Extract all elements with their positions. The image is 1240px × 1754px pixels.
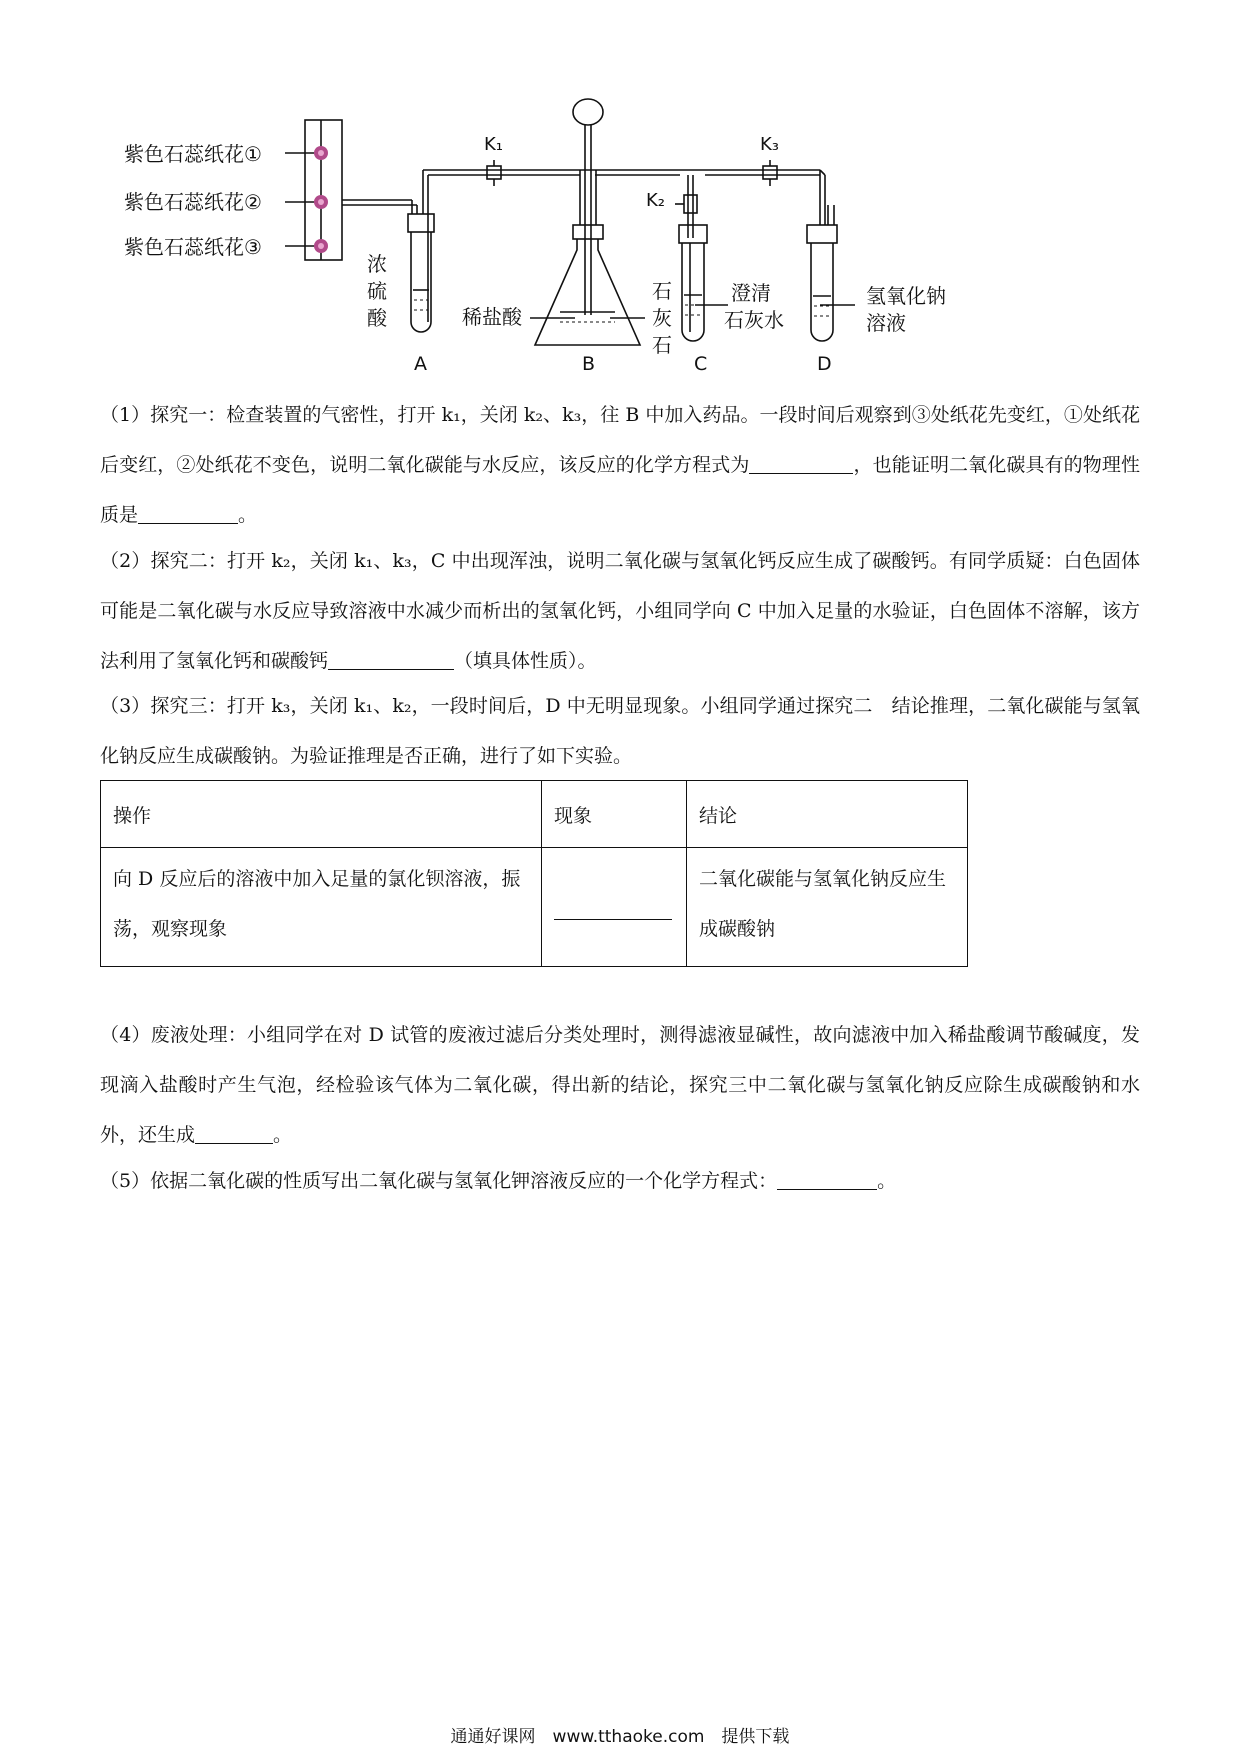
table-row [101,848,968,967]
header-conclusion: 结论 [687,781,968,848]
cell-conclusion: 二氧化碳能与氢氧化钠反应生成碳酸钠 [687,848,968,967]
b-solid-2: 灰 [652,306,672,330]
d-reagent-1: 氢氧化钠 [866,284,946,308]
label-c: C [694,353,708,375]
a-reagent-2: 硫 [367,279,387,303]
flower-label-2: 紫色石蕊纸花② [124,190,262,214]
q5-text-b: 。 [877,1170,897,1192]
b-solid-1: 石 [652,279,672,303]
question-4 [100,1010,1140,1160]
cell-phenomenon [542,848,687,967]
footer-credit: 通通好课网 www.tthaoke.com 提供下载 [450,1727,790,1747]
experiment-table [100,780,968,967]
valve-k3-label: K₃ [760,134,780,155]
apparatus-diagram [0,0,1240,390]
b-solid-3: 石 [652,333,672,357]
flower-3-icon [314,239,328,253]
c-reagent-2: 石灰水 [724,308,784,332]
q2-text-a: （2）探究二：打开 k₂，关闭 k₁、k₃，C 中出现浑浊，说明二氧化碳与氢氧化钙反应生成了碳酸钙。有同学质疑：白色固体可能是二氧化碳与水反应导致溶液中水减少而析出的氢氧化钙，小组同学向 C 中加入足量的水验证，白色固体不溶解，该方法利用了氢氧化钙和碳酸钙 [100,550,1140,672]
q1-blank-1[interactable] [749,453,853,474]
flower-label-3: 紫色石蕊纸花③ [124,235,262,259]
table-header-row [101,781,968,848]
q4-blank[interactable] [195,1123,273,1144]
q4-text-b: 。 [273,1124,293,1146]
a-reagent-1: 浓 [367,252,387,276]
b-acid-label: 稀盐酸 [462,305,522,329]
phenomenon-blank[interactable] [554,900,672,921]
q5-blank[interactable] [777,1169,877,1190]
flower-2-icon [314,195,328,209]
c-reagent-1: 澄清 [731,281,771,305]
label-a: A [414,353,427,375]
question-3 [100,681,1140,781]
header-phenomenon: 现象 [542,781,687,848]
question-5 [100,1156,1140,1206]
valve-k1-label: K₁ [484,134,504,155]
q2-text-b: （填具体性质）。 [454,650,597,672]
q1-text-a: （1）探究一：检查装置的气密性，打开 k₁，关闭 k₂、k₃，往 B 中加入药品。一段时间后观察到③处纸花先变红，①处纸花后变红，②处纸花不变色，说明二氧化碳能与水反应，该反应的化学方程式为 [100,404,1140,476]
d-reagent-2: 溶液 [866,311,906,335]
q2-blank[interactable] [328,649,454,670]
q3-text: （3）探究三：打开 k₃，关闭 k₁、k₂，一段时间后，D 中无明显现象。小组同学通过探究二 结论推理，二氧化碳能与氢氧化钠反应生成碳酸钠。为验证推理是否正确，进行了如下实验。 [100,695,1140,767]
label-b: B [582,353,596,375]
q1-text-b: ，也能证明二氧化碳具有的物理性质是 [100,454,1140,526]
cell-operation: 向 D 反应后的溶液中加入足量的氯化钡溶液，振荡，观察现象 [101,848,542,967]
q5-text-a: （5）依据二氧化碳的性质写出二氧化碳与氢氧化钾溶液反应的一个化学方程式： [100,1170,778,1192]
q1-text-c: 。 [238,504,258,526]
q4-text-a: （4）废液处理：小组同学在对 D 试管的废液过滤后分类处理时，测得滤液显碱性，故向滤液中加入稀盐酸调节酸碱度，发现滴入盐酸时产生气泡，经检验该气体为二氧化碳，得出新的结论，探究三中二氧化碳与氢氧化钠反应除生成碳酸钠和水外，还生成 [100,1024,1140,1146]
header-operation: 操作 [101,781,542,848]
question-1 [100,390,1140,540]
flower-1-icon [314,146,328,160]
a-reagent-3: 酸 [367,306,387,330]
valve-k2-label: K₂ [646,190,666,211]
flower-label-1: 紫色石蕊纸花① [124,142,262,166]
label-d: D [817,353,832,375]
question-2 [100,536,1140,686]
q1-blank-2[interactable] [138,503,238,524]
